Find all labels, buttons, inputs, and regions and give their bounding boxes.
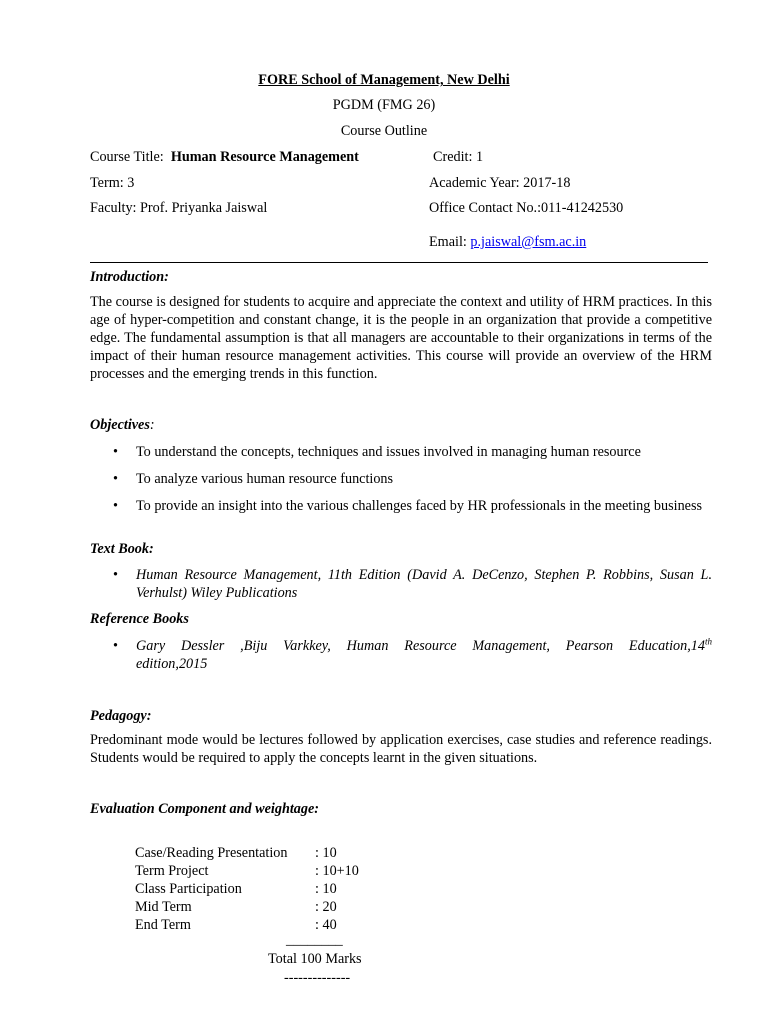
evaluation-value: : 10 (315, 845, 337, 861)
course-title-row (90, 148, 359, 166)
evaluation-label: Term Project (135, 863, 209, 879)
email-label: Email: (429, 234, 467, 250)
total-rule: ________ (286, 932, 343, 948)
faculty: Faculty: Prof. Priyanka Jaiswal (90, 200, 268, 216)
evaluation-label: Case/Reading Presentation (135, 845, 288, 861)
bullet-icon: • (113, 471, 118, 487)
introduction-text: The course is designed for students to acquire and appreciate the context and utility of HRM practices. In this age of hyper-competition and constant change, it is the people in an organization that provide a competitive edge. The fundamental assumption is that all managers are accountable to their organizations in terms of the impact of their human resource management activities. This course will provide an overview of the HRM processes and the emerging trends in this function. (90, 294, 712, 382)
evaluation-label: End Term (135, 917, 191, 933)
credit: Credit: 1 (433, 149, 484, 165)
term: Term: 3 (90, 175, 135, 191)
objective-item: To analyze various human resource functions (136, 471, 394, 487)
text-book-item: Human Resource Management, 11th Edition (David A. DeCenzo, Stephen P. Robbins, Susan L. Verhulst) Wiley Publications (136, 567, 712, 601)
pedagogy-heading: Pedagogy: (90, 708, 152, 724)
evaluation-value: : 10 (315, 881, 337, 897)
evaluation-label: Class Participation (135, 881, 242, 897)
course-title-label: Course Title: (90, 149, 164, 165)
evaluation-value: : 20 (315, 899, 337, 915)
bullet-icon: • (113, 444, 118, 460)
evaluation-value: : 10+10 (315, 863, 359, 879)
header-divider (90, 262, 708, 263)
academic-year: Academic Year: 2017-18 (429, 175, 571, 191)
reference-book-edition: edition,2015 (136, 656, 208, 672)
program-name: PGDM (FMG 26) (332, 97, 436, 113)
reference-books-heading: Reference Books (90, 611, 189, 627)
reference-book-text: Gary Dessler ,Biju Varkkey, Human Resource Management, Pearson Education,14 (136, 638, 705, 654)
bullet-icon: • (113, 567, 118, 583)
objective-item: To understand the concepts, techniques and issues involved in managing human resource (136, 444, 641, 460)
evaluation-heading: Evaluation Component and weightage: (90, 801, 320, 817)
evaluation-value: : 40 (315, 917, 337, 933)
office-contact: Office Contact No.:011-41242530 (429, 200, 624, 216)
objectives-heading-colon: : (149, 417, 155, 433)
objective-item: To provide an insight into the various challenges faced by HR professionals in the meeting business (136, 498, 702, 514)
course-title-value: Human Resource Management (170, 149, 359, 165)
course-outline-title: Course Outline (340, 123, 428, 139)
pedagogy-text: Predominant mode would be lectures followed by application exercises, case studies and reference readings. Students would be required to apply the concepts learnt in the given situations. (90, 732, 712, 766)
objectives-heading-text: Objectives (90, 417, 150, 433)
email-link[interactable]: p.jaiswal@fsm.ac.in (470, 234, 587, 250)
introduction-heading: Introduction: (90, 269, 169, 285)
total-marks: Total 100 Marks (268, 951, 362, 967)
bullet-icon: • (113, 498, 118, 514)
bullet-icon: • (113, 638, 118, 654)
school-name: FORE School of Management, New Delhi (258, 72, 510, 88)
text-book-heading: Text Book: (90, 541, 154, 557)
objectives-heading (90, 416, 155, 434)
evaluation-label: Mid Term (135, 899, 192, 915)
email-row (429, 233, 586, 251)
reference-book-item (136, 637, 712, 655)
bottom-rule: -------------- (284, 970, 351, 986)
reference-book-sup: th (704, 636, 712, 647)
